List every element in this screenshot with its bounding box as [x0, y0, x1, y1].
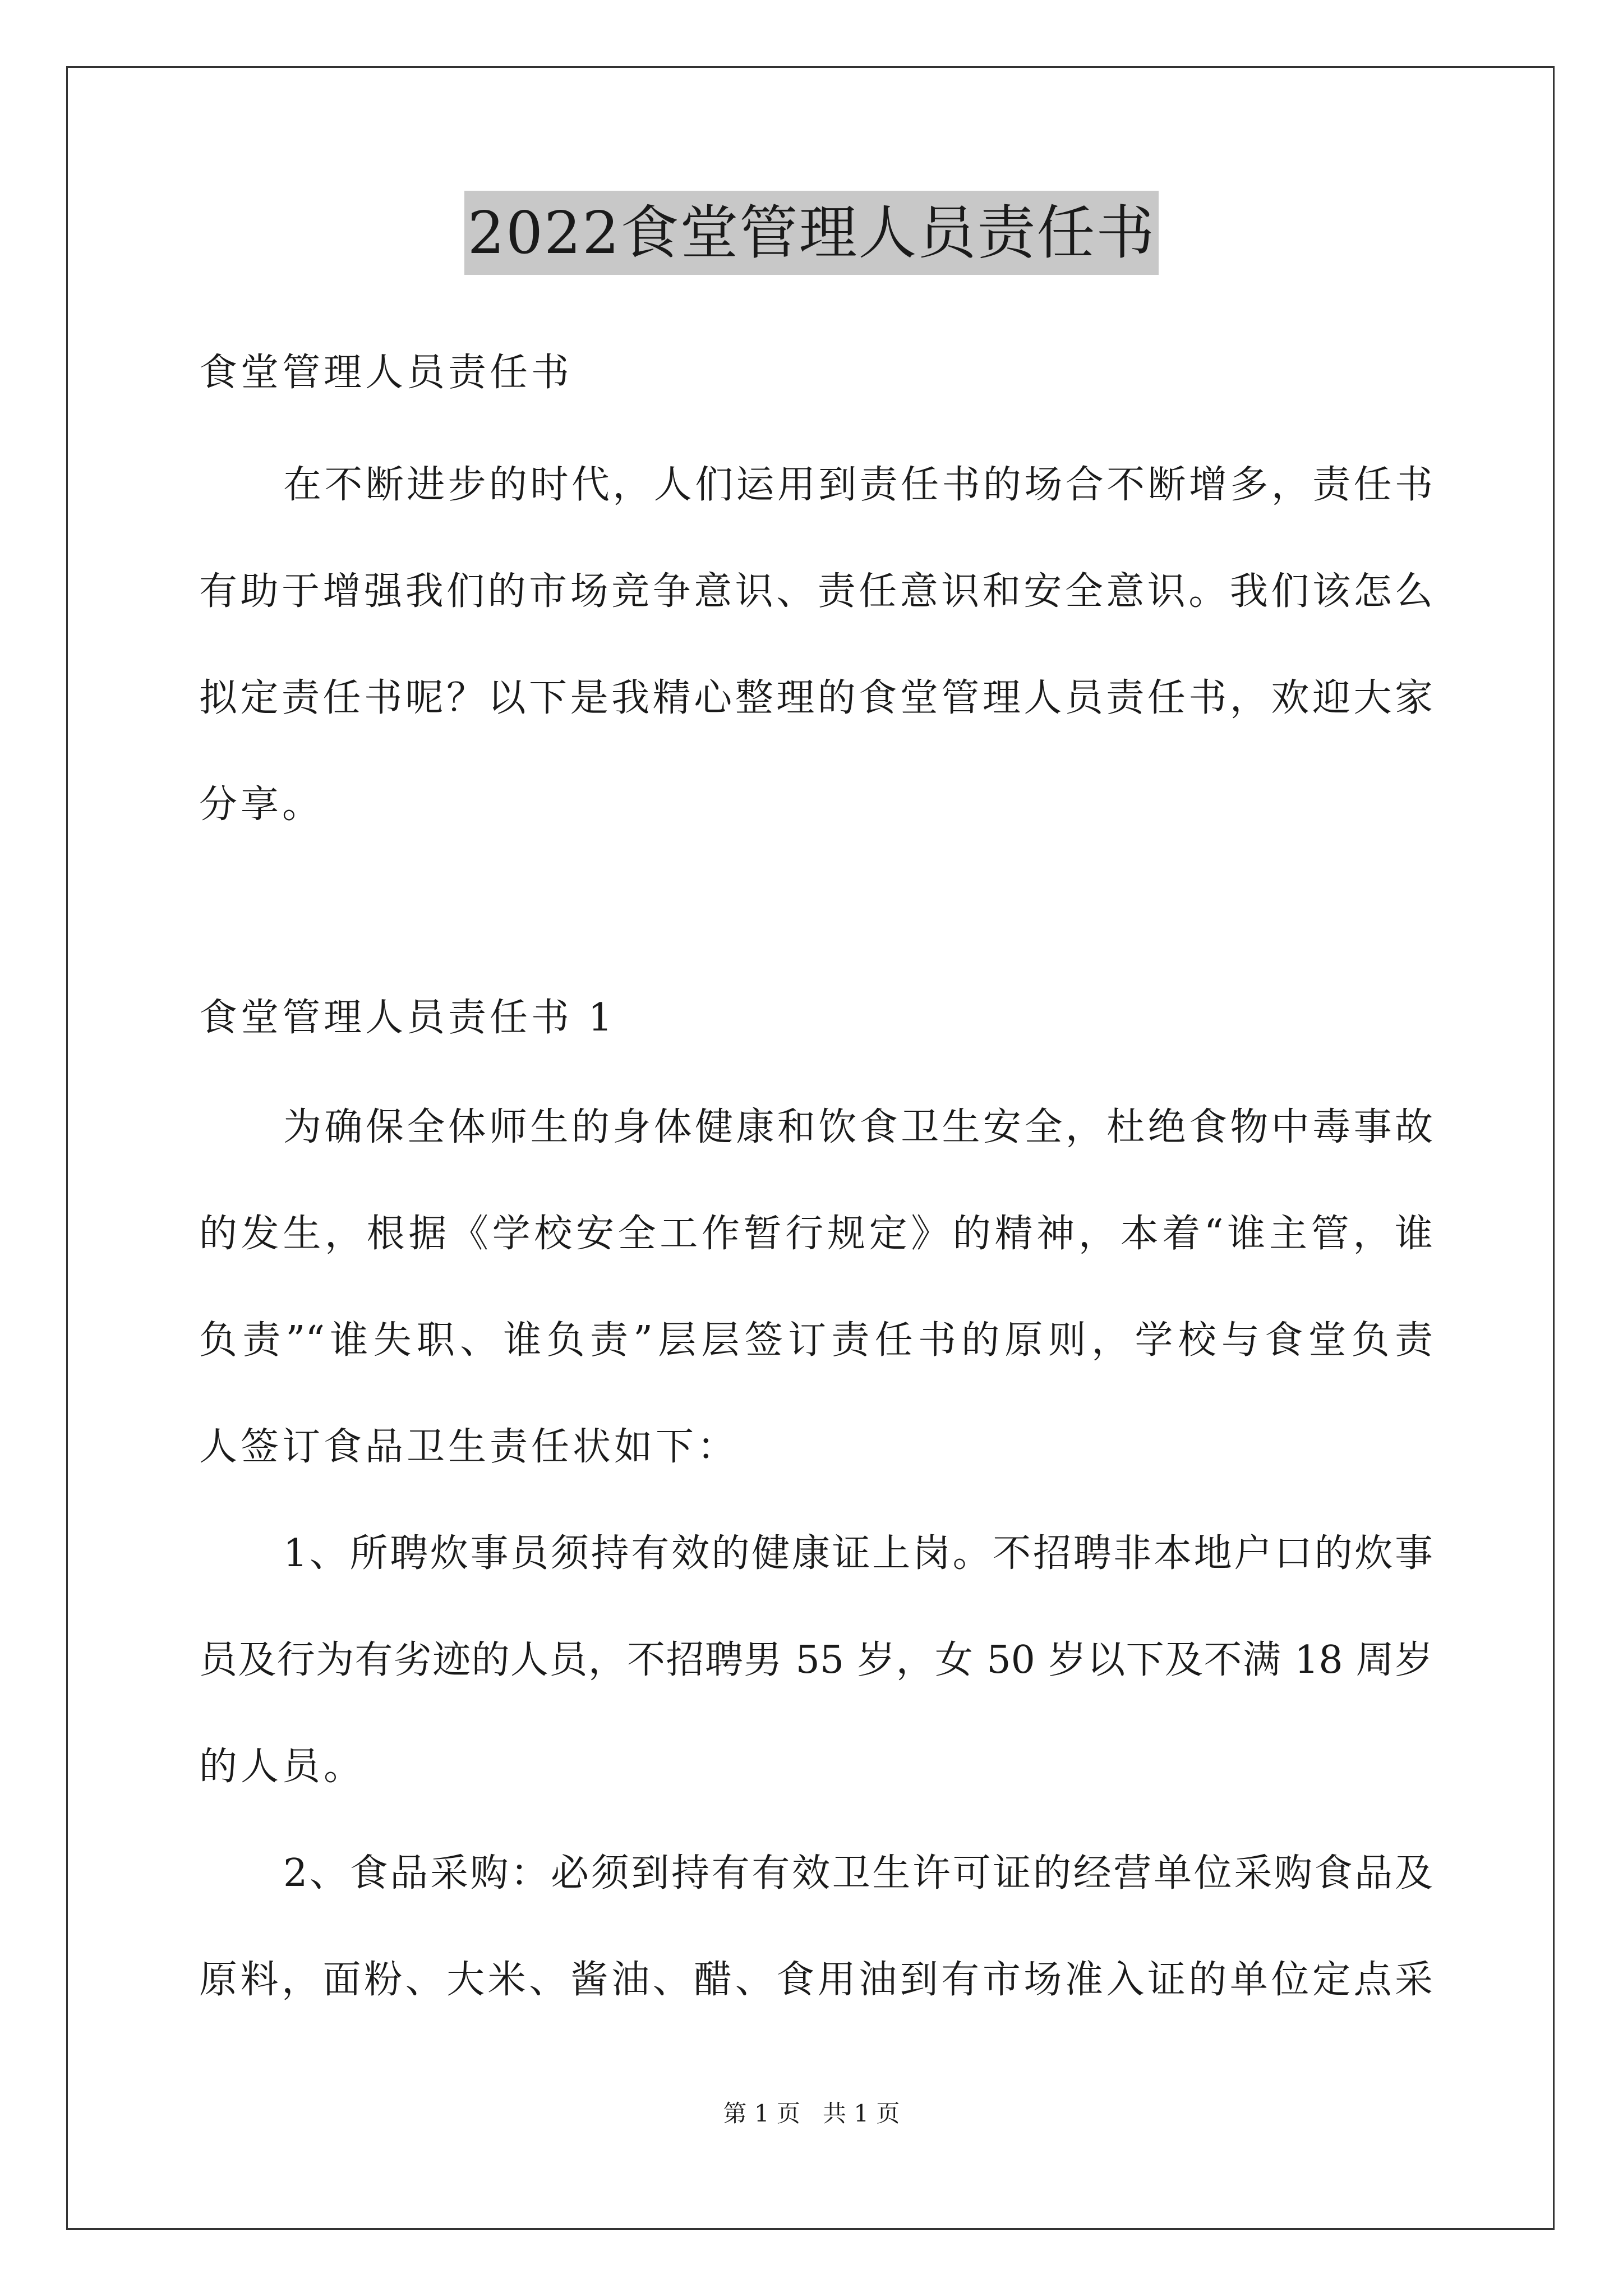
item2-line-1: 2、食品采购：必须到持有有效卫生许可证的经营单位采购食品及 — [283, 1851, 1433, 1895]
intro-line-4: 分享。 — [199, 783, 324, 827]
document-title: 2022食堂管理人员责任书 — [464, 191, 1159, 275]
para1-line-1: 为确保全体师生的身体健康和饮食卫生安全，杜绝食物中毒事故 — [283, 1105, 1433, 1149]
section-heading: 食堂管理人员责任书 1 — [199, 996, 616, 1040]
item2-line-2: 原料，面粉、大米、酱油、醋、食用油到有市场准入证的单位定点采 — [199, 1958, 1433, 2002]
item1-line-3: 的人员。 — [199, 1745, 366, 1789]
title-container — [0, 191, 1623, 275]
main-heading: 食堂管理人员责任书 — [199, 351, 573, 395]
intro-line-3: 拟定责任书呢？以下是我精心整理的食堂管理人员责任书，欢迎大家 — [199, 676, 1433, 720]
item1-line-2: 员及行为有劣迹的人员，不招聘男 55 岁，女 50 岁以下及不满 18 周岁 — [199, 1638, 1433, 1682]
intro-line-2: 有助于增强我们的市场竞争意识、责任意识和安全意识。我们该怎么 — [199, 569, 1433, 614]
para1-line-2: 的发生，根据《学校安全工作暂行规定》的精神，本着“谁主管，谁 — [199, 1212, 1433, 1256]
item1-line-1: 1、所聘炊事员须持有效的健康证上岗。不招聘非本地户口的炊事 — [283, 1531, 1433, 1576]
intro-line-1: 在不断进步的时代，人们运用到责任书的场合不断增多，责任书 — [283, 463, 1433, 507]
page-number-footer: 第 1 页 共 1 页 — [723, 2100, 900, 2127]
para1-line-4: 人签订食品卫生责任状如下： — [199, 1425, 739, 1469]
para1-line-3: 负责”“谁失职、谁负责”层层签订责任书的原则，学校与食堂负责 — [199, 1318, 1433, 1363]
